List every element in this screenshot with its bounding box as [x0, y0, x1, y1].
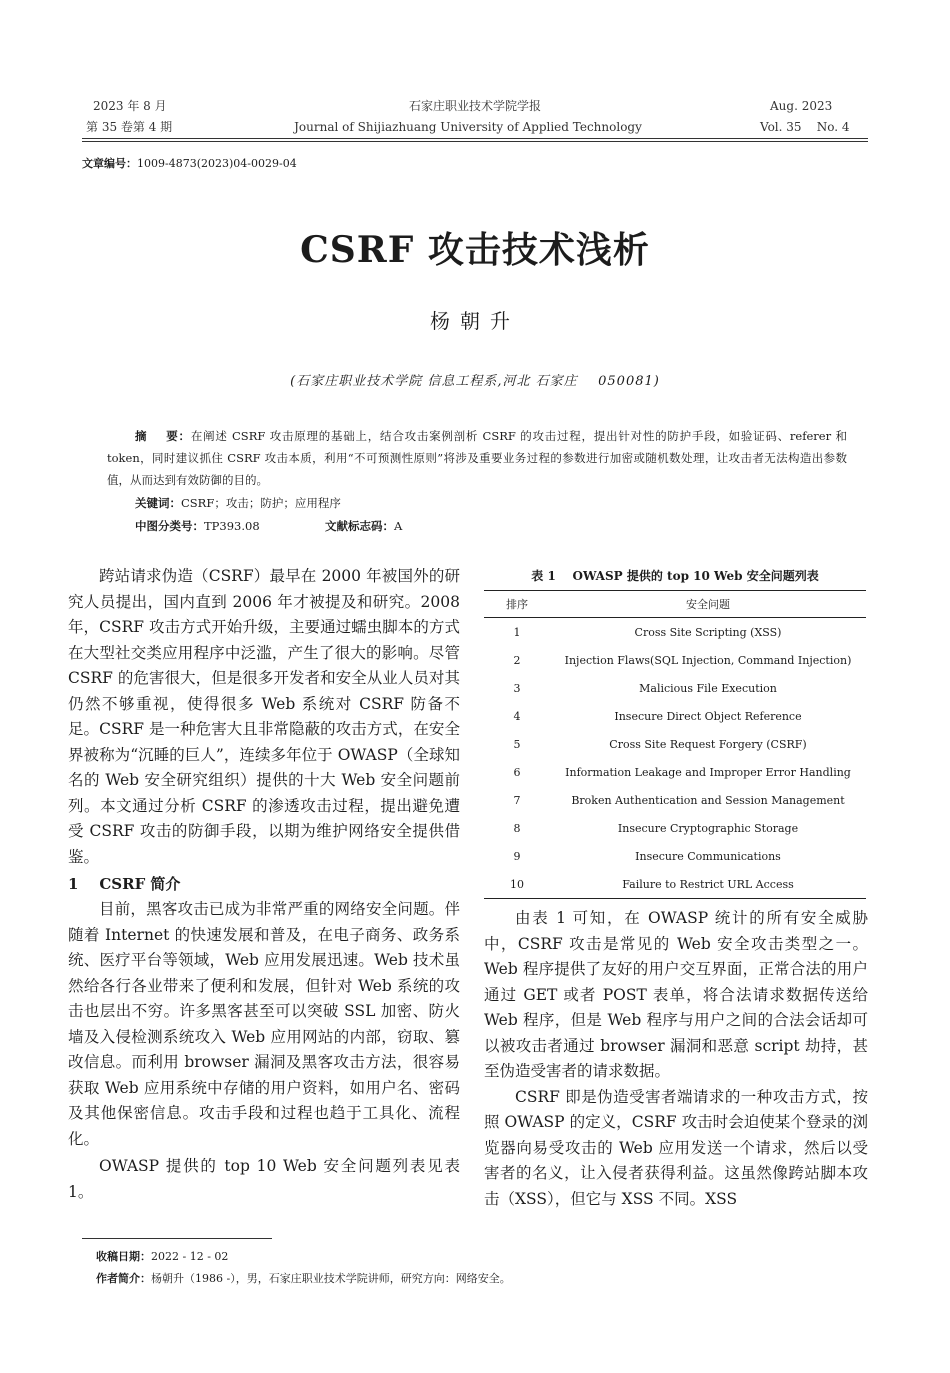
table-row: [484, 786, 866, 814]
table-row: [484, 674, 866, 702]
section-heading-1: 1 CSRF 简介: [68, 875, 181, 893]
header-volume-en: Vol. 35 No. 4: [760, 120, 850, 134]
author-name: 杨朝升: [430, 309, 520, 333]
table1-issue: Cross Site Request Forgery (CSRF): [609, 737, 807, 751]
table-row: [484, 842, 866, 870]
header-date-en: Aug. 2023: [770, 99, 833, 113]
section1-paragraph-2: OWASP 提供的 top 10 Web 安全问题列表见表 1。: [68, 1157, 460, 1201]
table1-rank: 4: [513, 709, 521, 723]
footnote-author-label: 作者简介：: [96, 1272, 151, 1285]
table1-caption: 表 1 OWASP 提供的 top 10 Web 安全问题列表: [531, 569, 819, 583]
section1-paragraph-1: 目前，黑客攻击已成为非常严重的网络安全问题。伴随着 Internet 的快速发展和普及，在电子商务、政务系统、医疗平台等领域，Web 应用发展迅速。Web 技术虽然给各行各业带来了便利和发展，但针对 Web 系统的攻击也层出不穷。许多黑客甚至可以突破 SSL 加密、防火墙及入侵检测系统攻入 Web 应用网站的内部，窃取、篡改信息。而利用 browser 漏洞及黑客攻击方法，很容易获取 Web 应用系统中存储的用户资料，如用户名、密码及其他保密信息。攻击手段和过程也趋于工具化、流程化。: [68, 900, 460, 1148]
footnote-author-value: 杨朝升（1986 -），男，石家庄职业技术学院讲师，研究方向：网络安全。: [151, 1272, 511, 1285]
table1-issue: Insecure Communications: [635, 849, 781, 863]
affiliation: (石家庄职业技术学院 信息工程系,河北 石家庄 050081): [290, 374, 660, 389]
header-date-cn: 2023 年 8 月: [93, 99, 167, 113]
keywords: [135, 495, 341, 511]
article-id: [82, 155, 297, 171]
table-row: [484, 646, 866, 674]
header-rule-bottom: [82, 141, 868, 142]
intro-paragraph: 跨站请求伪造（CSRF）最早在 2000 年被国外的研究人员提出，国内直到 2006 年才被提及和研究。2008 年，CSRF 攻击方式开始升级，主要通过蠕虫脚本的方式在大型社交类应用程序中泛滥，产生了很大的影响。尽管 CSRF 的危害很大，但是很多开发者和安全从业人员对其仍然不够重视，使得很多 Web 系统对 CSRF 防备不足。CSRF 是一种危害大且非常隐蔽的攻击方式，在安全界被称为“沉睡的巨人”，连续多年位于 OWASP（全球知名的 Web 安全研究组织）提供的十大 Web 安全问题前列。本文通过分析 CSRF 的渗透攻击过程，提出避免遭受 CSRF 攻击的防御手段，以期为维护网络安全提供借鉴。: [68, 567, 460, 866]
table1-rank: 1: [513, 625, 521, 639]
table1-rank: 2: [513, 653, 521, 667]
table-row: [484, 870, 866, 899]
table1-issue: Injection Flaws(SQL Injection, Command Injection): [564, 653, 852, 667]
table1-issue: Broken Authentication and Session Management: [571, 793, 845, 807]
right-paragraph-1: 由表 1 可知，在 OWASP 统计的所有安全威胁中，CSRF 攻击是常见的 Web 安全攻击类型之一。Web 程序提供了友好的用户交互界面，正常合法的用户通过 GET 或者 POST 表单，将合法请求数据传送给 Web 程序，但是 Web 程序与用户之间的合法会话却可以被攻击者通过 browser 漏洞和恶意 script 劫持，甚至伪造受害者的请求数据。: [484, 909, 868, 1080]
footnote-received-label: 收稿日期：: [96, 1250, 151, 1263]
table1-rank: 10: [484, 870, 550, 899]
table1-header-row: [484, 591, 866, 618]
header-journal-en: Journal of Shijiazhuang University of Applied Technology: [294, 120, 642, 134]
table1-issue: Information Leakage and Improper Error Handling: [565, 765, 851, 779]
right-paragraph-2: CSRF 即是伪造受害者端请求的一种攻击方式，按照 OWASP 的定义，CSRF 攻击时会迫使某个登录的浏览器向易受攻击的 Web 应用发送一个请求，然后以受害者的名义，让入侵者获得利益。这虽然像跨站脚本攻击（XSS），但它与 XSS 不同。XSS: [484, 1087, 868, 1208]
abstract-text: 在阐述 CSRF 攻击原理的基础上，结合攻击案例剖析 CSRF 的攻击过程，提出针对性的防护手段，如验证码、referer 和 token，同时建议抓住 CSRF 攻击本质，利用“不可预测性原则”将涉及重要业务过程的参数进行加密或随机数处理，让攻击者无法构造出参数值，从而达到有效防御的目的。: [107, 429, 847, 487]
header-rule-top: [82, 138, 868, 139]
footnote-received: [96, 1246, 228, 1268]
classification-label: 中图分类号：: [135, 519, 204, 533]
classification-value: TP393.08: [204, 519, 260, 533]
footnote-author: [96, 1268, 511, 1290]
table1-rank: 7: [513, 793, 521, 807]
table1-header-rank: 排序: [484, 591, 550, 618]
abstract-label: 摘 要：: [135, 429, 191, 443]
article-title: CSRF 攻击技术浅析: [300, 229, 650, 271]
table-row: [484, 758, 866, 786]
table1-rank: 3: [513, 681, 521, 695]
table1-issue: Malicious File Execution: [639, 681, 777, 695]
classification: [135, 518, 260, 534]
header-journal-cn: 石家庄职业技术学院学报: [408, 99, 541, 113]
keywords-label: 关键词：: [135, 496, 181, 510]
table-row: [484, 814, 866, 842]
table-row: [484, 730, 866, 758]
doc-code-label: 文献标志码：: [325, 519, 394, 533]
abstract: [107, 425, 847, 491]
header-volume-cn: 第 35 卷第 4 期: [86, 120, 173, 134]
table1-issue: Insecure Cryptographic Storage: [617, 821, 799, 835]
table1-rank: 6: [513, 765, 521, 779]
right-column: [484, 906, 868, 1212]
table1-issue: Failure to Restrict URL Access: [550, 870, 866, 899]
article-id-label: 文章编号：: [82, 157, 137, 170]
table-row: [484, 702, 866, 730]
table1-header-issue: 安全问题: [550, 591, 866, 618]
table1-rank: 9: [513, 849, 521, 863]
table1-issue: Insecure Direct Object Reference: [614, 709, 802, 723]
table1: [484, 590, 866, 899]
table1-rank: 5: [513, 737, 521, 751]
doc-code-value: A: [394, 519, 403, 533]
table-row: [484, 618, 866, 647]
table1-issue: Cross Site Scripting (XSS): [634, 625, 782, 639]
keywords-value: CSRF；攻击；防护；应用程序: [181, 496, 341, 510]
footnote-rule: [82, 1238, 272, 1239]
footnote-received-value: 2022 - 12 - 02: [151, 1250, 229, 1263]
table1-rank: 8: [513, 821, 521, 835]
doc-code: [325, 518, 402, 534]
left-column: [68, 564, 460, 1205]
article-id-value: 1009-4873(2023)04-0029-04: [137, 157, 297, 170]
